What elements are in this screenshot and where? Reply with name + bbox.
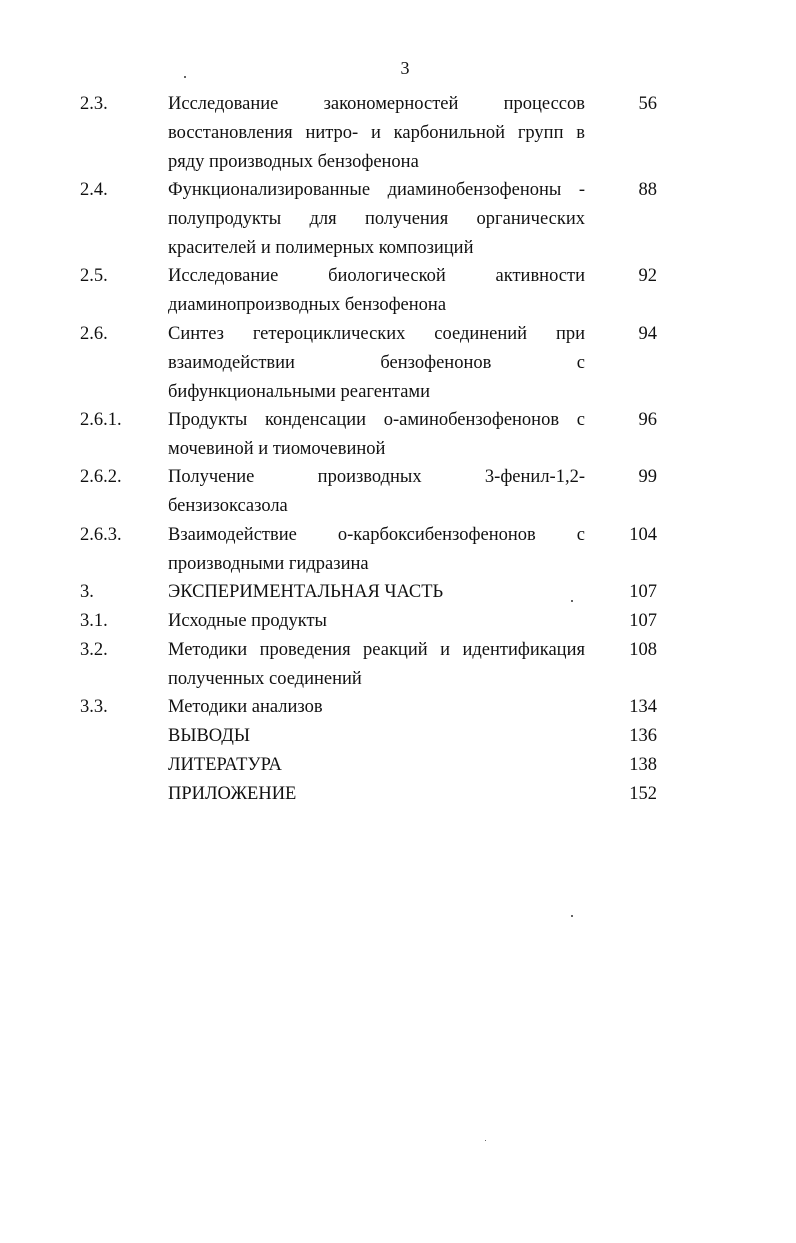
- title-line: Исходные продукты: [168, 611, 327, 631]
- title-line: полупродукты для получения органических: [168, 209, 585, 229]
- section-number: 3.: [80, 582, 94, 602]
- page-ref: 99: [638, 467, 657, 487]
- page-ref: 56: [638, 94, 657, 114]
- title-line: взаимодействии бензофенонов с: [168, 353, 585, 373]
- section-title: [168, 636, 585, 694]
- title-line: восстановления нитро- и карбонильной групп в: [168, 123, 585, 143]
- section-number: 3.2.: [80, 640, 108, 660]
- title-line: Методики анализов: [168, 697, 323, 717]
- title-line: ряду производных бензофенона: [168, 152, 419, 172]
- scan-speck: [571, 915, 573, 917]
- page-ref: 107: [629, 611, 657, 631]
- scan-speck: [184, 76, 186, 78]
- title-line: ПРИЛОЖЕНИЕ: [168, 784, 297, 804]
- title-line: Продукты конденсации о-аминобензофенонов с: [168, 410, 585, 430]
- section-title: [168, 463, 585, 521]
- title-line: Исследование закономерностей процессов: [168, 94, 585, 114]
- title-line: бифункциональными реагентами: [168, 382, 431, 402]
- section-number: 2.5.: [80, 266, 108, 286]
- section-title: [168, 521, 585, 579]
- section-title: [168, 406, 585, 464]
- section-title: [168, 320, 585, 407]
- page-ref: 104: [629, 525, 657, 545]
- section-title: [168, 722, 585, 751]
- scan-speck: [485, 1140, 486, 1141]
- section-title: [168, 90, 585, 177]
- section-number: 2.4.: [80, 180, 108, 200]
- section-number: 3.1.: [80, 611, 108, 631]
- section-number: 2.3.: [80, 94, 108, 114]
- title-line: ВЫВОДЫ: [168, 726, 251, 746]
- section-title: [168, 780, 585, 809]
- scan-speck: [571, 600, 573, 602]
- section-number: 3.3.: [80, 697, 108, 717]
- title-line: красителей и полимерных композиций: [168, 238, 474, 258]
- title-line: Исследование биологической активности: [168, 266, 585, 286]
- section-title: [168, 607, 585, 636]
- title-line: Взаимодействие о-карбоксибензофенонов с: [168, 525, 585, 545]
- title-line: бензизоксазола: [168, 496, 288, 516]
- section-number: 2.6.2.: [80, 467, 122, 487]
- title-line: ЛИТЕРАТУРА: [168, 755, 282, 775]
- section-number: 2.6.1.: [80, 410, 122, 430]
- section-title: [168, 176, 585, 263]
- title-line: Синтез гетероциклических соединений при: [168, 324, 585, 344]
- section-title: [168, 751, 585, 780]
- page-ref: 152: [629, 784, 657, 804]
- title-line: мочевиной и тиомочевиной: [168, 439, 386, 459]
- title-line: Методики проведения реакций и идентификация: [168, 640, 585, 660]
- page-ref: 94: [638, 324, 657, 344]
- title-line: производными гидразина: [168, 554, 369, 574]
- page-ref: 138: [629, 755, 657, 775]
- section-number: 2.6.: [80, 324, 108, 344]
- page-number: 3: [400, 58, 410, 78]
- page-ref: 134: [629, 697, 657, 717]
- title-line: диаминопроизводных бензофенона: [168, 295, 447, 315]
- page-ref: 88: [638, 180, 657, 200]
- section-number: 2.6.3.: [80, 525, 122, 545]
- page-ref: 107: [629, 582, 657, 602]
- title-line: полученных соединений: [168, 669, 362, 689]
- page-ref: 108: [629, 640, 657, 660]
- page-ref: 136: [629, 726, 657, 746]
- section-title: [168, 578, 585, 607]
- section-title: [168, 693, 585, 722]
- page-ref: 92: [638, 266, 657, 286]
- page-ref: 96: [638, 410, 657, 430]
- title-line: ЭКСПЕРИМЕНТАЛЬНАЯ ЧАСТЬ: [168, 582, 444, 602]
- title-line: Функционализированные диаминобензофеноны -: [168, 180, 585, 200]
- section-title: [168, 262, 585, 320]
- title-line: Получение производных 3-фенил-1,2-: [168, 467, 585, 487]
